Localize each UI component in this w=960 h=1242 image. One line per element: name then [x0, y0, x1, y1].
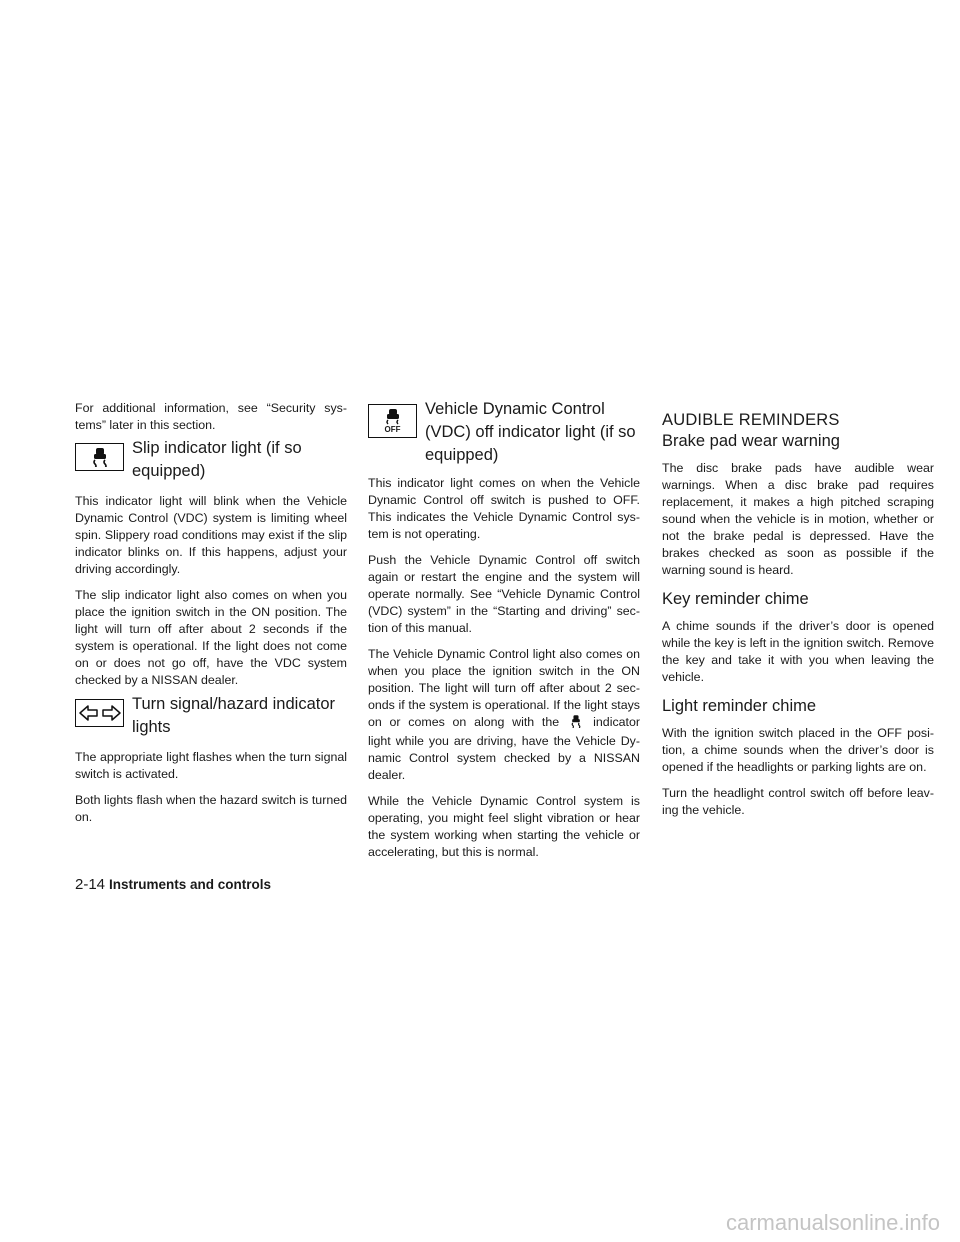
- key-reminder-heading: Key reminder chime: [662, 590, 809, 608]
- turn-signal-arrows-icon: [75, 699, 124, 727]
- right-column: [662, 400, 934, 828]
- page-number: 2-14: [75, 876, 106, 893]
- light-paragraph-1: With the ignition switch placed in the OFF posi-tion, a chime sounds when the driver’s door is opened if the headlights or parking lights are on.: [662, 726, 934, 774]
- middle-column: [368, 400, 640, 870]
- intro-paragraph: For additional information, see “Security sys-tems” later in this section.: [75, 401, 347, 432]
- vdc-off-heading-block: [368, 400, 640, 467]
- brake-pad-heading: Brake pad wear warning: [662, 432, 840, 450]
- turn-paragraph-1: The appropriate light flashes when the turn signal switch is activated.: [75, 750, 347, 781]
- left-column: [75, 400, 347, 835]
- turn-signal-heading: Turn signal/hazard indicator lights: [132, 695, 335, 736]
- turn-paragraph-2: Both lights flash when the hazard switch is turned on.: [75, 793, 347, 824]
- slip-paragraph-1: This indicator light will blink when the Vehicle Dynamic Control (VDC) system is limiting wheel spin. Slippery road conditions may exist if the slip indicator blinks on. If this happens, adjust your driving accordingly.: [75, 494, 347, 576]
- slip-indicator-heading: Slip indicator light (if so equipped): [132, 439, 302, 480]
- slip-indicator-heading-block: [75, 439, 347, 483]
- vdc-paragraph-4: While the Vehicle Dynamic Control system is operating, you might feel slight vibration or hear the system working when starting the vehicle or accelerating, but this is normal.: [368, 794, 640, 859]
- turn-signal-heading-block: [75, 695, 347, 739]
- watermark: carmanualsonline.info: [725, 1210, 940, 1235]
- key-paragraph: A chime sounds if the driver’s door is opened while the key is left in the ignition switch. Remove the key and take it with you when leaving the vehicle.: [662, 619, 934, 684]
- vdc-paragraph-3-after: indicator light while you are driving, have the Vehicle Dy-namic Control system checked by a NISSAN dealer.: [368, 715, 640, 782]
- brake-paragraph: The disc brake pads have audible wear warnings. When a disc brake pad requires replacement, it makes a high pitched scraping sound when the vehicle is in motion, whether or not the brake pedal is depressed. Have the brakes checked as soon as possible if the warning sound is heard.: [662, 461, 934, 577]
- slip-indicator-icon: [75, 443, 124, 471]
- page-footer: [75, 876, 271, 893]
- vdc-off-heading: Vehicle Dynamic Control (VDC) off indicator light (if so equipped): [425, 400, 636, 464]
- light-paragraph-2: Turn the headlight control switch off before leav-ing the vehicle.: [662, 786, 934, 817]
- vdc-off-icon-text: OFF: [384, 424, 401, 434]
- vdc-paragraph-2: Push the Vehicle Dynamic Control off switch again or restart the engine and the system will operate normally. See “Vehicle Dynamic Control (VDC) system” in the “Starting and driving” sec-tion of this manual.: [368, 553, 640, 635]
- footer-section-title: Instruments and controls: [109, 877, 272, 892]
- light-reminder-heading: Light reminder chime: [662, 697, 817, 715]
- vdc-off-icon: [368, 404, 417, 438]
- vdc-paragraph-3: [368, 646, 640, 784]
- slip-paragraph-2: The slip indicator light also comes on when you place the ignition switch in the ON position. The light will turn off after about 2 seconds if the system is operational. If the light does not come on or does not go off, have the VDC system checked by a NISSAN dealer.: [75, 588, 347, 687]
- slip-indicator-inline-icon: [559, 714, 593, 733]
- audible-reminders-title: AUDIBLE REMINDERS: [662, 411, 840, 429]
- vdc-paragraph-3-before: The Vehicle Dynamic Control light also comes on when you place the ignition switch in the ON position. The light will turn off after about 2 sec-onds if the system is operational. If the light stays on or comes on along with the: [368, 647, 640, 729]
- vdc-paragraph-1: This indicator light comes on when the Vehicle Dynamic Control off switch is pushed to OFF. This indicates the Vehicle Dynamic Control sys-tem is not operating.: [368, 476, 640, 541]
